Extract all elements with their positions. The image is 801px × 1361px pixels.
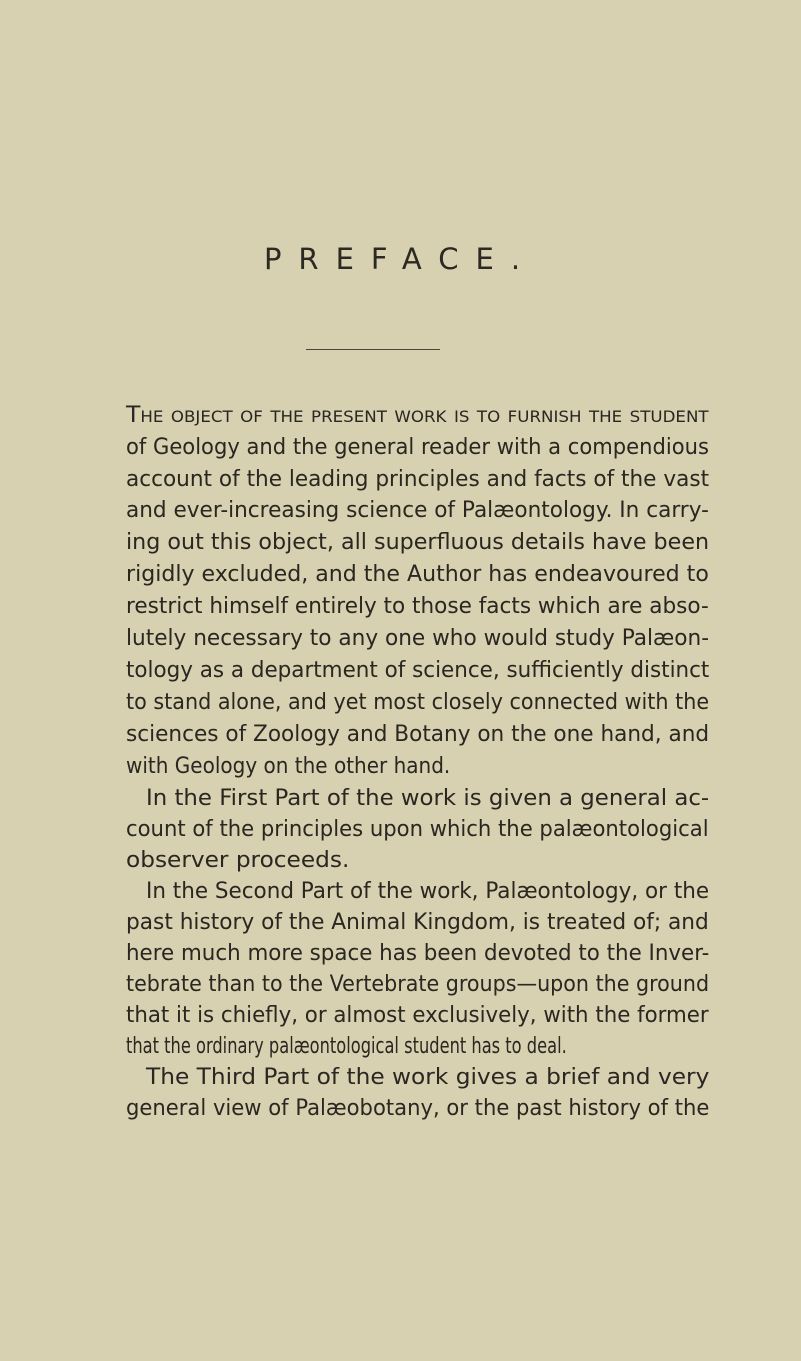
body-line-23: general view of Palæobotany, or the past history of the bbox=[126, 1095, 710, 1121]
body-line-16: In the Second Part of the work, Palæontology, or the bbox=[146, 878, 710, 904]
body-line-2: of Geology and the general reader with a compendious bbox=[126, 434, 709, 460]
body-line-10: to stand alone, and yet most closely connected with the bbox=[126, 689, 710, 715]
body-line-3: account of the leading principles and facts of the vast bbox=[126, 466, 710, 492]
body-line-15: observer proceeds. bbox=[126, 847, 350, 873]
body-line-21: that the ordinary palæontological student has to deal. bbox=[126, 1033, 567, 1059]
body-line-17: past history of the Animal Kingdom, is treated of; and bbox=[126, 909, 709, 935]
body-line-22: The Third Part of the work gives a brief and very bbox=[146, 1064, 710, 1090]
body-line-11: sciences of Zoology and Botany on the one hand, and bbox=[126, 721, 710, 747]
body-line-20: that it is chiefly, or almost exclusively, with the former bbox=[126, 1002, 709, 1028]
body-line-18: here much more space has been devoted to the Inver- bbox=[126, 940, 710, 966]
body-line-8: lutely necessary to any one who would study Palæon- bbox=[126, 625, 710, 651]
title-divider bbox=[306, 349, 440, 350]
body-line-4: and ever-increasing science of Palæontology. In carry- bbox=[126, 497, 709, 523]
body-line-1 bbox=[126, 404, 709, 427]
body-line-19: tebrate than to the Vertebrate groups—upon the ground bbox=[126, 971, 710, 997]
opening-small-caps: The object of the present work is to furnish the student bbox=[126, 402, 709, 428]
body-line-12: with Geology on the other hand. bbox=[126, 753, 451, 779]
body-line-13: In the First Part of the work is given a general ac- bbox=[146, 785, 710, 811]
body-line-9: tology as a department of science, sufficiently distinct bbox=[126, 657, 710, 683]
page-title: PREFACE. bbox=[263, 242, 538, 276]
body-line-6: rigidly excluded, and the Author has endeavoured to bbox=[126, 561, 709, 587]
body-line-14: count of the principles upon which the palæontological bbox=[126, 816, 709, 842]
body-line-7: restrict himself entirely to those facts which are abso- bbox=[126, 593, 709, 619]
body-line-5: ing out this object, all superfluous details have been bbox=[126, 529, 710, 555]
